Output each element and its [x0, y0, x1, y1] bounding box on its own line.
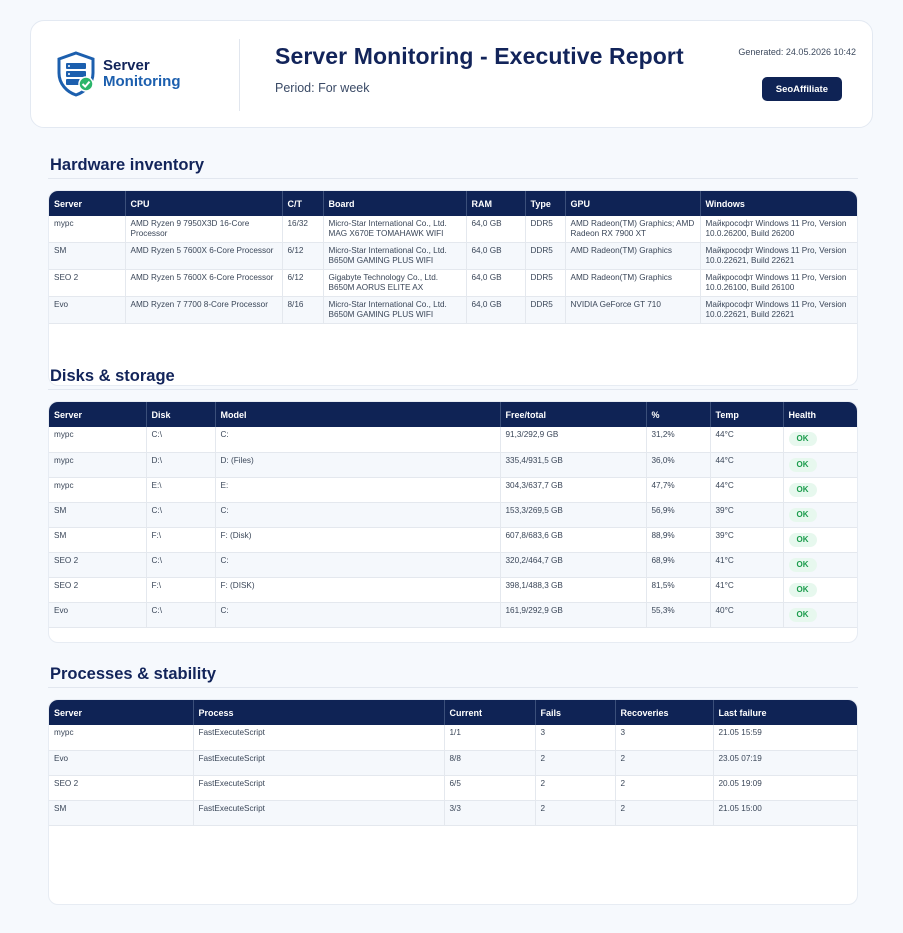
table-cell: SM — [49, 243, 125, 270]
table-cell: 335,4/931,5 GB — [500, 452, 646, 477]
table-cell: Micro-Star International Co., Ltd. B650M GAMING PLUS WIFI — [323, 243, 466, 270]
table-cell: 36,0% — [646, 452, 710, 477]
table-cell: 39°C — [710, 527, 783, 552]
table-header-row — [49, 700, 858, 725]
column-header[interactable]: Temp — [710, 402, 783, 427]
logo-line1: Server — [103, 57, 150, 74]
column-header[interactable]: Fails — [535, 700, 615, 725]
table-cell: 64,0 GB — [466, 243, 525, 270]
table-cell: 304,3/637,7 GB — [500, 477, 646, 502]
table-cell: 21.05 15:00 — [713, 800, 858, 825]
hardware-section-title: Hardware inventory — [50, 156, 205, 174]
column-header[interactable]: Windows — [700, 191, 858, 216]
table-cell: C:\ — [146, 427, 215, 452]
table-cell: SEO 2 — [49, 552, 146, 577]
table-cell: C: — [215, 552, 500, 577]
table-cell: 2 — [535, 775, 615, 800]
header-divider — [239, 39, 240, 111]
table-cell: 6/12 — [282, 243, 323, 270]
table-cell: D: (Files) — [215, 452, 500, 477]
section-divider — [48, 178, 858, 179]
disks-section-title: Disks & storage — [50, 367, 175, 385]
table-cell: Майкрософт Windows 11 Pro, Version 10.0.22621, Build 22621 — [700, 243, 858, 270]
table-cell: 2 — [615, 750, 713, 775]
table-cell: 2 — [615, 775, 713, 800]
table-cell: 3 — [615, 725, 713, 750]
processes-table — [49, 700, 858, 826]
generated-timestamp: Generated: 24.05.2026 10:42 — [738, 47, 856, 57]
column-header[interactable]: Server — [49, 402, 146, 427]
disks-table — [49, 402, 858, 628]
status-badge: OK — [789, 608, 817, 622]
table-cell: 320,2/464,7 GB — [500, 552, 646, 577]
table-cell: 21.05 15:59 — [713, 725, 858, 750]
table-cell: 398,1/488,3 GB — [500, 577, 646, 602]
table-cell: 3 — [535, 725, 615, 750]
table-cell: Майкрософт Windows 11 Pro, Version 10.0.22621, Build 22621 — [700, 297, 858, 324]
hardware-section — [48, 190, 858, 386]
column-header[interactable]: Process — [193, 700, 444, 725]
table-cell: NVIDIA GeForce GT 710 — [565, 297, 700, 324]
table-cell: 55,3% — [646, 602, 710, 627]
table-cell: 1/1 — [444, 725, 535, 750]
table-cell — [783, 602, 858, 627]
disks-section — [48, 401, 858, 643]
table-cell: 23.05 07:19 — [713, 750, 858, 775]
table-cell: AMD Radeon(TM) Graphics — [565, 270, 700, 297]
table-cell: 56,9% — [646, 502, 710, 527]
column-header[interactable]: Free/total — [500, 402, 646, 427]
column-header[interactable]: Type — [525, 191, 565, 216]
table-cell: mypc — [49, 427, 146, 452]
hardware-table — [49, 191, 858, 324]
table-cell: 41°C — [710, 552, 783, 577]
table-cell: SM — [49, 527, 146, 552]
table-row[interactable] — [49, 502, 858, 527]
table-cell: 41°C — [710, 577, 783, 602]
table-cell: 81,5% — [646, 577, 710, 602]
table-cell: 8/16 — [282, 297, 323, 324]
status-badge: OK — [789, 483, 817, 497]
status-badge: OK — [789, 508, 817, 522]
table-cell: Evo — [49, 750, 193, 775]
table-cell: 68,9% — [646, 552, 710, 577]
page-title: Server Monitoring - Executive Report — [275, 43, 684, 69]
shield-server-check-icon — [55, 51, 97, 97]
table-cell: 39°C — [710, 502, 783, 527]
table-cell: DDR5 — [525, 243, 565, 270]
table-cell: mypc — [49, 725, 193, 750]
table-cell: F:\ — [146, 527, 215, 552]
table-cell: SM — [49, 502, 146, 527]
report-period: Period: For week — [275, 81, 370, 95]
table-cell: 88,9% — [646, 527, 710, 552]
table-cell: FastExecuteScript — [193, 775, 444, 800]
column-header[interactable]: Current — [444, 700, 535, 725]
status-badge: OK — [789, 583, 817, 597]
column-header[interactable]: Recoveries — [615, 700, 713, 725]
table-cell: 2 — [535, 750, 615, 775]
table-cell: 44°C — [710, 427, 783, 452]
table-cell: 44°C — [710, 452, 783, 477]
table-cell: DDR5 — [525, 270, 565, 297]
table-cell: C:\ — [146, 602, 215, 627]
logo — [55, 51, 180, 97]
section-divider — [48, 687, 858, 688]
table-cell: 6/12 — [282, 270, 323, 297]
table-cell: SEO 2 — [49, 270, 125, 297]
table-cell: SM — [49, 800, 193, 825]
table-row[interactable] — [49, 477, 858, 502]
table-row[interactable] — [49, 577, 858, 602]
table-cell: Майкрософт Windows 11 Pro, Version 10.0.26100, Build 26100 — [700, 270, 858, 297]
table-row[interactable] — [49, 427, 858, 452]
table-cell — [783, 477, 858, 502]
table-cell: 44°C — [710, 477, 783, 502]
table-header-row — [49, 191, 858, 216]
table-row[interactable] — [49, 527, 858, 552]
table-cell — [783, 577, 858, 602]
table-cell: 8/8 — [444, 750, 535, 775]
processes-section — [48, 699, 858, 905]
table-row[interactable] — [49, 552, 858, 577]
table-cell: mypc — [49, 216, 125, 243]
table-row[interactable] — [49, 216, 858, 243]
table-cell: F: (Disk) — [215, 527, 500, 552]
table-cell: SEO 2 — [49, 775, 193, 800]
column-header[interactable]: Health — [783, 402, 858, 427]
table-cell: 20.05 19:09 — [713, 775, 858, 800]
column-header[interactable]: C/T — [282, 191, 323, 216]
table-row[interactable] — [49, 297, 858, 324]
table-cell: DDR5 — [525, 216, 565, 243]
column-header[interactable]: Disk — [146, 402, 215, 427]
table-cell — [783, 552, 858, 577]
table-cell: Gigabyte Technology Co., Ltd. B650M AORUS ELITE AX — [323, 270, 466, 297]
account-badge[interactable]: SeoAffiliate — [762, 77, 842, 101]
table-cell: 3/3 — [444, 800, 535, 825]
table-row[interactable] — [49, 452, 858, 477]
table-cell: FastExecuteScript — [193, 750, 444, 775]
table-row[interactable] — [49, 270, 858, 297]
table-cell: E: — [215, 477, 500, 502]
processes-section-title: Processes & stability — [50, 665, 216, 683]
table-cell: C: — [215, 427, 500, 452]
table-cell: AMD Ryzen 5 7600X 6-Core Processor — [125, 270, 282, 297]
table-cell: AMD Ryzen 5 7600X 6-Core Processor — [125, 243, 282, 270]
table-cell: AMD Radeon(TM) Graphics; AMD Radeon RX 7900 XT — [565, 216, 700, 243]
table-cell: mypc — [49, 477, 146, 502]
table-cell: 153,3/269,5 GB — [500, 502, 646, 527]
table-cell: 2 — [615, 800, 713, 825]
table-cell: DDR5 — [525, 297, 565, 324]
table-cell: 607,8/683,6 GB — [500, 527, 646, 552]
table-cell: C:\ — [146, 502, 215, 527]
table-cell: 6/5 — [444, 775, 535, 800]
column-header[interactable]: Server — [49, 700, 193, 725]
table-cell: 161,9/292,9 GB — [500, 602, 646, 627]
table-cell: 64,0 GB — [466, 297, 525, 324]
table-row[interactable] — [49, 725, 858, 750]
table-cell: FastExecuteScript — [193, 725, 444, 750]
table-cell: C: — [215, 502, 500, 527]
column-header[interactable]: Model — [215, 402, 500, 427]
column-header[interactable]: Board — [323, 191, 466, 216]
table-cell: F:\ — [146, 577, 215, 602]
table-cell: Evo — [49, 297, 125, 324]
table-cell — [783, 502, 858, 527]
table-cell: Evo — [49, 602, 146, 627]
column-header[interactable]: Last failure — [713, 700, 858, 725]
table-cell: AMD Radeon(TM) Graphics — [565, 243, 700, 270]
table-cell: 40°C — [710, 602, 783, 627]
table-cell: 64,0 GB — [466, 216, 525, 243]
table-cell: Micro-Star International Co., Ltd. B650M GAMING PLUS WIFI — [323, 297, 466, 324]
table-cell: 47,7% — [646, 477, 710, 502]
table-cell: FastExecuteScript — [193, 800, 444, 825]
table-cell: 31,2% — [646, 427, 710, 452]
status-badge: OK — [789, 458, 817, 472]
table-cell — [783, 527, 858, 552]
table-row[interactable] — [49, 750, 858, 775]
table-cell: C:\ — [146, 552, 215, 577]
column-header[interactable]: Server — [49, 191, 125, 216]
table-cell: 2 — [535, 800, 615, 825]
table-cell: Майкрософт Windows 11 Pro, Version 10.0.26200, Build 26200 — [700, 216, 858, 243]
report-header — [30, 20, 873, 128]
table-cell: C: — [215, 602, 500, 627]
status-badge: OK — [789, 432, 817, 446]
status-badge: OK — [789, 558, 817, 572]
table-cell: 91,3/292,9 GB — [500, 427, 646, 452]
table-row[interactable] — [49, 243, 858, 270]
column-header[interactable]: RAM — [466, 191, 525, 216]
table-header-row — [49, 402, 858, 427]
table-cell — [783, 452, 858, 477]
table-row[interactable] — [49, 800, 858, 825]
table-cell — [783, 427, 858, 452]
column-header[interactable]: GPU — [565, 191, 700, 216]
table-cell: 16/32 — [282, 216, 323, 243]
table-row[interactable] — [49, 602, 858, 627]
table-row[interactable] — [49, 775, 858, 800]
table-cell: AMD Ryzen 9 7950X3D 16-Core Processor — [125, 216, 282, 243]
status-badge: OK — [789, 533, 817, 547]
table-cell: E:\ — [146, 477, 215, 502]
logo-line2: Monitoring — [103, 73, 181, 90]
table-cell: D:\ — [146, 452, 215, 477]
table-cell: Micro-Star International Co., Ltd. MAG X670E TOMAHAWK WIFI — [323, 216, 466, 243]
table-cell: F: (DISK) — [215, 577, 500, 602]
section-divider — [48, 389, 858, 390]
table-cell: AMD Ryzen 7 7700 8-Core Processor — [125, 297, 282, 324]
table-cell: 64,0 GB — [466, 270, 525, 297]
table-cell: SEO 2 — [49, 577, 146, 602]
column-header[interactable]: % — [646, 402, 710, 427]
column-header[interactable]: CPU — [125, 191, 282, 216]
table-cell: mypc — [49, 452, 146, 477]
